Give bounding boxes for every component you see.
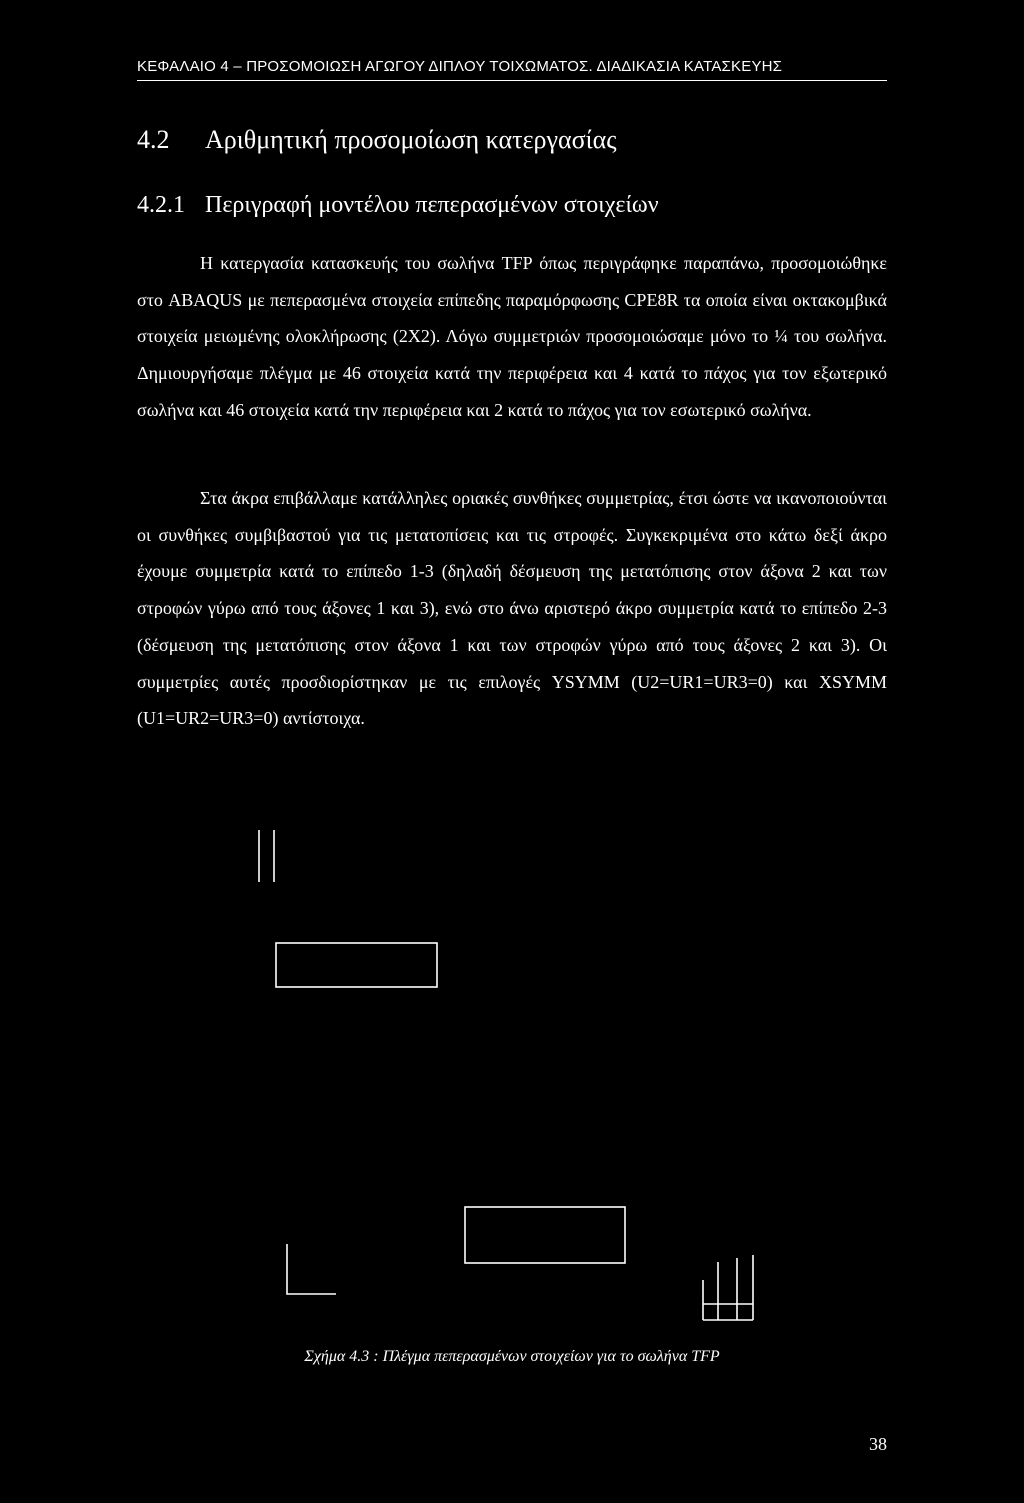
body-paragraph-2: Στα άκρα επιβάλλαμε κατάλληλες οριακές συνθήκες συμμετρίας, έτσι ώστε να ικανοποιούνται οι συνθήκες συμβιβαστού για τις μετατοπίσεις και τις στροφές. Συγκεκριμένα στο κάτω δεξί άκρο έχουμε συμμετρία κατά το επίπεδο 1-3 (δηλαδή δέσμευση της μετατόπισης στον άξονα 2 και των στροφών γύρω από τους άξονες 1 και 3), ενώ στο άνω αριστερό άκρο συμμετρία κατά το επίπεδο 2-3 (δέσμευση της μετατόπισης στον άξονα 1 και των στροφών γύρω από τους άξονες 2 και 3). Οι συμμετρίες αυτές προσδιορίστηκαν με τις επιλογές YSYMM (U2=UR1=UR3=0) και XSYMM (U1=UR2=UR3=0) αντίστοιχα. [137,488,887,729]
mesh-block-upper [276,943,437,987]
subsection-number: 4.2.1 [137,192,185,218]
running-header: ΚΕΦΑΛΑΙΟ 4 – ΠΡΟΣΟΜΟΙΩΣΗ ΑΓΩΓΟΥ ΔΙΠΛΟΥ ΤΟΙΧΩΜΑΤΟΣ. ΔΙΑΔΙΚΑΣΙΑ ΚΑΤΑΣΚΕΥΗΣ [137,58,783,75]
section-number: 4.2 [137,125,170,154]
figure-caption: Σχήμα 4.3 : Πλέγμα πεπερασμένων στοιχείων για το σωλήνα TFP [304,1348,720,1365]
subsection-title: Περιγραφή μοντέλου πεπερασμένων στοιχείων [205,192,659,218]
subsection-heading [137,192,659,219]
section-heading [137,125,617,155]
section-title: Αριθμητική προσομοίωση κατεργασίας [205,125,617,154]
body-paragraph-1: Η κατεργασία κατασκευής του σωλήνα TFP όπως περιγράφηκε παραπάνω, προσομοιώθηκε στο ABAQUS με πεπερασμένα στοιχεία επίπεδης παραμόρφωσης CPE8R τα οποία είναι οκτακομβικά στοιχεία μειωμένης ολοκλήρωσης (2X2). Λόγω συμμετριών προσομοιώσαμε μόνο το ¼ του σωλήνα. Δημιουργήσαμε πλέγμα με 46 στοιχεία κατά την περιφέρεια και 4 κατά το πάχος για τον εξωτερικό σωλήνα και 46 στοιχεία κατά την περιφέρεια και 2 κατά το πάχος για τον εσωτερικό σωλήνα. [137,253,887,420]
mesh-corner-bottom-left [287,1244,336,1294]
page-number: 38 [869,1434,887,1454]
header-rule [137,80,887,81]
mesh-block-lower [465,1207,625,1263]
